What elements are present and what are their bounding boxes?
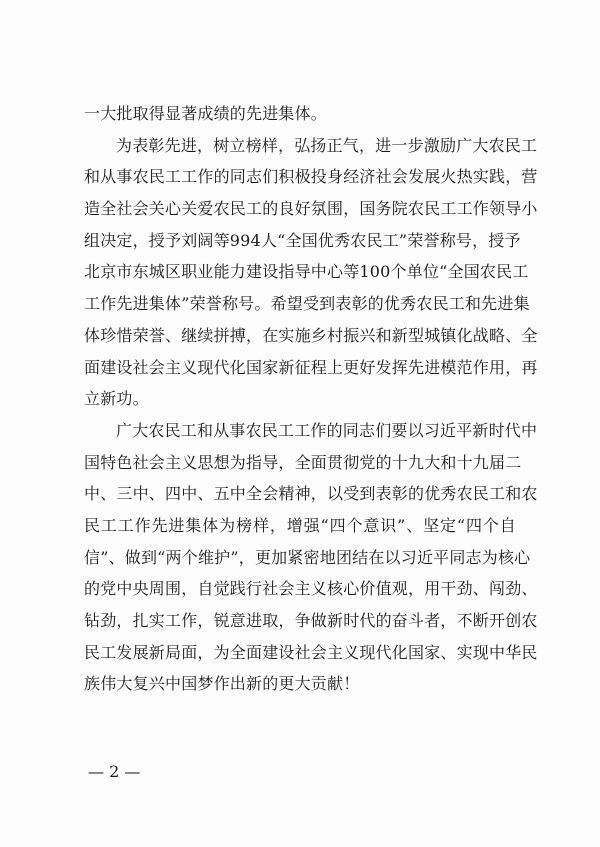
paragraph-3-line: 民工发展新局面，为全面建设社会主义现代化国家、实现中华民 xyxy=(84,642,538,662)
paragraph-2-line: 组决定，授予刘阔等994人“全国优秀农民工”荣誉称号，授予 xyxy=(84,230,521,250)
paragraph-3-line: 族伟大复兴中国梦作出新的更大贡献！ xyxy=(84,674,360,694)
paragraph-2-line: 造全社会关心关爱农民工的良好氛围，国务院农民工工作领导小 xyxy=(84,199,538,219)
document-body xyxy=(84,104,538,694)
paragraph-2-line: 立新功。 xyxy=(84,389,149,409)
paragraph-2-line: 体珍惜荣誉、继续拼搏，在实施乡村振兴和新型城镇化战略、全 xyxy=(84,325,538,345)
paragraph-2-line: 面建设社会主义现代化国家新征程上更好发挥先进模范作用，再 xyxy=(84,357,538,377)
page-number: — 2 — xyxy=(88,762,141,781)
paragraph-2-line: 工作先进集体”荣誉称号。希望受到表彰的优秀农民工和先进集 xyxy=(84,294,530,314)
paragraph-3-line: 广大农民工和从事农民工工作的同志们要以习近平新时代中 xyxy=(116,420,538,440)
paragraph-3-line: 中、三中、四中、五中全会精神，以受到表彰的优秀农民工和农 xyxy=(84,484,538,504)
paragraph-3-line: 的党中央周围，自觉践行社会主义核心价值观，用干劲、闯劲、 xyxy=(84,579,538,599)
paragraph-3-line: 国特色社会主义思想为指导，全面贯彻党的十九大和十九届二 xyxy=(84,452,522,472)
paragraph-2-line: 为表彰先进，树立榜样，弘扬正气，进一步激励广大农民工 xyxy=(116,135,538,155)
paragraph-2-line: 和从事农民工工作的同志们积极投身经济社会发展火热实践，营 xyxy=(84,167,538,187)
paragraph-3-line: 钻劲，扎实工作，锐意进取，争做新时代的奋斗者，不断开创农 xyxy=(84,611,538,630)
paragraph-3-line: 民工工作先进集体为榜样，增强“四个意识”、坚定“四个自 xyxy=(84,515,516,535)
paragraph-2-line: 北京市东城区职业能力建设指导中心等100个单位“全国农民工 xyxy=(84,262,529,282)
paragraph-3-line: 信”、做到“两个维护”，更加紧密地团结在以习近平同志为核心 xyxy=(84,547,531,567)
paragraph-1-line: 一大批取得显著成绩的先进集体。 xyxy=(84,104,328,123)
